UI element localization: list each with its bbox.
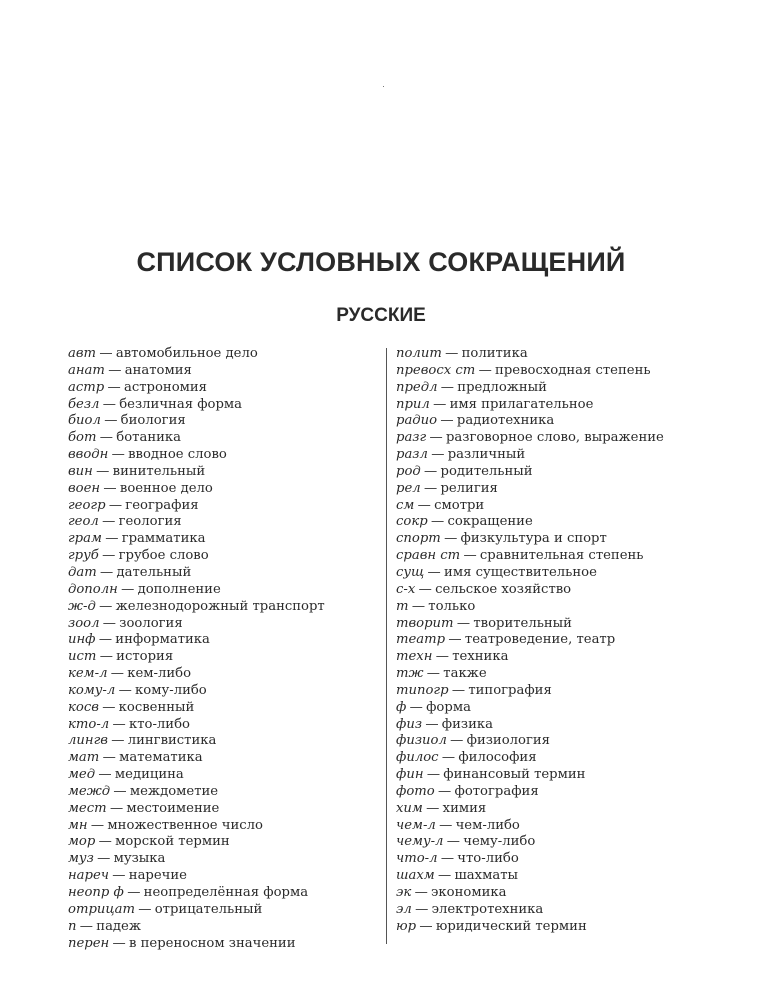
abbreviation-entry: [68, 632, 325, 649]
abbreviation-entry: [68, 683, 325, 700]
abbreviation-meaning: математика: [119, 750, 203, 766]
abbreviation-meaning: предложный: [457, 379, 547, 395]
abbreviation-entry: [68, 700, 325, 717]
abbreviation-term: шахм: [396, 868, 435, 884]
abbreviation-term: филос: [396, 750, 439, 766]
abbreviation-entry: [68, 599, 325, 616]
entry-dash: —: [431, 447, 445, 463]
abbreviation-term: прил: [396, 396, 430, 412]
abbreviation-term: вводн: [68, 447, 109, 463]
abbreviation-entry: [396, 413, 664, 430]
entry-dash: —: [138, 901, 152, 917]
abbreviation-term: лингв: [68, 733, 108, 749]
abbreviation-entry: [68, 430, 325, 447]
abbreviation-entry: [68, 919, 325, 936]
entry-dash: —: [448, 632, 462, 648]
abbreviation-meaning: неопределённая форма: [143, 885, 309, 900]
abbreviation-meaning: анатомия: [124, 362, 192, 378]
abbreviation-meaning: кем-либо: [127, 666, 192, 682]
abbreviation-meaning: винительный: [112, 463, 206, 479]
entry-dash: —: [427, 564, 441, 580]
abbreviation-entry: [68, 936, 325, 953]
entry-dash: —: [111, 733, 125, 749]
abbreviation-meaning: география: [125, 497, 199, 513]
entry-dash: —: [112, 935, 126, 951]
abbreviation-meaning: дополнение: [137, 581, 221, 597]
entry-dash: —: [79, 918, 93, 934]
abbreviation-term: косв: [68, 699, 99, 715]
abbreviation-meaning: отрицательный: [154, 901, 263, 917]
abbreviation-entry: [68, 548, 325, 565]
page-title: СПИСОК УСЛОВНЫХ СОКРАЩЕНИЙ: [136, 247, 626, 277]
abbreviation-meaning: экономика: [431, 885, 507, 900]
abbreviation-list-left: [68, 346, 325, 952]
abbreviation-meaning: вводное слово: [128, 447, 227, 463]
abbreviation-term: воен: [68, 480, 101, 496]
abbreviation-entry: [68, 447, 325, 464]
abbreviation-term: ист: [68, 649, 97, 665]
entry-dash: —: [424, 463, 438, 479]
abbreviation-entry: [396, 868, 664, 885]
abbreviation-meaning: кто-либо: [128, 716, 190, 732]
abbreviation-meaning: техника: [452, 649, 509, 665]
entry-dash: —: [478, 362, 492, 378]
abbreviation-entry: [68, 834, 325, 851]
abbreviation-term: что-л: [396, 851, 438, 867]
abbreviation-entry: [68, 717, 325, 734]
abbreviation-entry: [396, 397, 664, 414]
entry-dash: —: [113, 783, 127, 799]
abbreviation-entry: [396, 464, 664, 481]
entry-dash: —: [426, 767, 440, 783]
abbreviation-meaning: грамматика: [121, 531, 206, 547]
abbreviation-meaning: фотография: [454, 783, 539, 799]
abbreviation-list-right: [396, 346, 664, 936]
abbreviation-term: юр: [396, 918, 417, 934]
abbreviation-entry: [68, 868, 325, 885]
abbreviation-meaning: также: [443, 666, 487, 682]
abbreviation-entry: [68, 464, 325, 481]
abbreviation-term: дат: [68, 564, 97, 580]
entry-dash: —: [430, 514, 445, 530]
abbreviation-entry: [396, 548, 664, 565]
entry-dash: —: [112, 868, 126, 884]
abbreviation-meaning: железнодорожный транспорт: [115, 598, 325, 614]
entry-dash: —: [441, 750, 456, 766]
abbreviation-entry: [68, 531, 325, 548]
entry-dash: —: [99, 649, 113, 665]
abbreviation-term: ж-д: [68, 598, 96, 614]
abbreviation-term: разл: [396, 447, 428, 463]
abbreviation-term: разг: [396, 430, 427, 446]
entry-dash: —: [417, 497, 431, 513]
entry-dash: —: [418, 581, 432, 597]
abbreviation-meaning: местоимение: [126, 800, 220, 816]
abbreviation-term: бот: [68, 430, 97, 446]
abbreviation-entry: [396, 346, 664, 363]
entry-dash: —: [110, 666, 124, 682]
abbreviation-meaning: морской термин: [115, 834, 230, 850]
abbreviation-entry: [396, 767, 664, 784]
entry-dash: —: [102, 699, 116, 715]
abbreviation-term: радио: [396, 413, 438, 429]
entry-dash: —: [445, 346, 459, 361]
abbreviation-meaning: шахматы: [454, 868, 518, 884]
entry-dash: —: [107, 379, 121, 395]
entry-dash: —: [98, 767, 112, 783]
abbreviation-term: кто-л: [68, 716, 110, 732]
abbreviation-meaning: политика: [461, 346, 528, 361]
entry-dash: —: [112, 716, 126, 732]
abbreviation-meaning: чему-либо: [463, 834, 536, 850]
abbreviation-entry: [396, 902, 664, 919]
abbreviation-entry: [68, 666, 325, 683]
abbreviation-term: кем-л: [68, 666, 108, 682]
abbreviation-term: дополн: [68, 581, 118, 597]
abbreviation-meaning: родительный: [440, 463, 533, 479]
abbreviation-meaning: чем-либо: [455, 817, 520, 833]
abbreviation-entry: [68, 616, 325, 633]
entry-dash: —: [425, 716, 439, 732]
abbreviation-term: театр: [396, 632, 446, 648]
abbreviation-meaning: история: [116, 649, 174, 665]
abbreviation-meaning: косвенный: [118, 699, 195, 715]
abbreviation-term: муз: [68, 851, 94, 867]
abbreviation-entry: [396, 447, 664, 464]
abbreviation-meaning: сельское хозяйство: [435, 581, 572, 597]
entry-dash: —: [411, 598, 425, 614]
abbreviation-entry: [68, 885, 325, 902]
abbreviation-term: превосх ст: [396, 362, 476, 378]
entry-dash: —: [103, 480, 117, 496]
entry-dash: —: [435, 649, 449, 665]
abbreviation-entry: [68, 649, 325, 666]
entry-dash: —: [108, 362, 122, 378]
abbreviation-entry: [68, 801, 325, 818]
abbreviation-term: тж: [396, 666, 424, 682]
abbreviation-entry: [68, 346, 325, 363]
abbreviation-term: рел: [396, 480, 421, 496]
abbreviation-term: безл: [68, 396, 100, 412]
entry-dash: —: [118, 682, 132, 698]
abbreviation-term: см: [396, 497, 415, 513]
abbreviation-term: астр: [68, 379, 105, 395]
entry-dash: —: [102, 615, 116, 631]
entry-dash: —: [99, 346, 113, 361]
abbreviation-term: нареч: [68, 868, 109, 884]
abbreviation-term: инф: [68, 632, 96, 648]
abbreviation-term: чему-л: [396, 834, 444, 850]
abbreviation-entry: [396, 851, 664, 868]
abbreviation-entry: [396, 430, 664, 447]
abbreviation-meaning: физкультура и спорт: [460, 531, 607, 547]
entry-dash: —: [414, 885, 428, 900]
section-heading: РУССКИЕ: [336, 305, 426, 326]
abbreviation-entry: [68, 582, 325, 599]
abbreviation-entry: [396, 531, 664, 548]
entry-dash: —: [438, 868, 452, 884]
entry-dash: —: [102, 514, 116, 530]
abbreviation-entry: [68, 565, 325, 582]
abbreviation-meaning: финансовый термин: [443, 767, 586, 783]
entry-dash: —: [444, 531, 458, 547]
entry-dash: —: [415, 901, 429, 917]
abbreviation-term: предл: [396, 379, 438, 395]
abbreviation-entry: [396, 885, 664, 902]
abbreviation-term: анат: [68, 362, 105, 378]
abbreviation-term: сравн ст: [396, 548, 461, 564]
abbreviation-entry: [396, 599, 664, 616]
abbreviation-entry: [68, 498, 325, 515]
abbreviation-term: с-х: [396, 581, 416, 597]
abbreviation-meaning: информатика: [115, 632, 210, 648]
abbreviation-meaning: дательный: [116, 564, 192, 580]
entry-dash: —: [98, 834, 112, 850]
abbreviation-entry: [68, 481, 325, 498]
entry-dash: —: [429, 430, 443, 446]
abbreviation-entry: [68, 514, 325, 531]
abbreviation-meaning: имя прилагательное: [449, 396, 594, 412]
abbreviation-meaning: радиотехника: [456, 413, 555, 429]
entry-dash: —: [104, 413, 118, 429]
entry-dash: —: [102, 750, 116, 766]
abbreviation-entry: [396, 380, 664, 397]
abbreviation-meaning: ботаника: [116, 430, 182, 446]
abbreviation-meaning: медицина: [114, 767, 184, 783]
entry-dash: —: [97, 851, 111, 867]
entry-dash: —: [426, 666, 440, 682]
abbreviation-meaning: биология: [120, 413, 186, 429]
entry-dash: —: [121, 581, 135, 597]
column-divider: [386, 348, 387, 944]
abbreviation-meaning: зоология: [119, 615, 183, 631]
entry-dash: —: [440, 413, 454, 429]
abbreviation-meaning: превосходная степень: [495, 362, 651, 378]
abbreviation-term: творит: [396, 615, 454, 631]
entry-dash: —: [409, 699, 423, 715]
abbreviation-entry: [396, 498, 664, 515]
abbreviation-term: грам: [68, 531, 102, 547]
abbreviation-entry: [396, 649, 664, 666]
abbreviation-meaning: имя существительное: [444, 564, 597, 580]
abbreviation-entry: [396, 700, 664, 717]
abbreviation-meaning: что-либо: [457, 851, 519, 867]
abbreviation-term: ф: [396, 699, 407, 715]
abbreviation-entry: [68, 733, 325, 750]
abbreviation-term: груб: [68, 548, 99, 564]
abbreviation-term: хим: [396, 800, 423, 816]
entry-dash: —: [438, 783, 452, 799]
abbreviation-entry: [68, 413, 325, 430]
entry-dash: —: [419, 918, 433, 934]
abbreviation-meaning: сокращение: [447, 514, 533, 530]
abbreviation-entry: [396, 514, 664, 531]
abbreviation-term: техн: [396, 649, 433, 665]
abbreviation-meaning: автомобильное дело: [115, 346, 258, 361]
abbreviation-term: спорт: [396, 531, 441, 547]
abbreviation-meaning: множественное число: [107, 817, 263, 833]
entry-dash: —: [440, 851, 454, 867]
abbreviation-entry: [396, 481, 664, 498]
abbreviation-term: фото: [396, 783, 435, 799]
abbreviation-term: мат: [68, 750, 100, 766]
abbreviation-term: геол: [68, 514, 99, 530]
abbreviation-term: чем-л: [396, 817, 436, 833]
abbreviation-term: эл: [396, 901, 412, 917]
abbreviation-meaning: кому-либо: [135, 682, 207, 698]
abbreviation-term: неопр ф: [68, 885, 124, 900]
abbreviation-entry: [396, 717, 664, 734]
entry-dash: —: [446, 834, 460, 850]
abbreviation-term: сущ: [396, 564, 425, 580]
abbreviation-term: перен: [68, 935, 110, 951]
abbreviation-meaning: творительный: [473, 615, 572, 631]
abbreviation-term: отрицат: [68, 901, 135, 917]
entry-dash: —: [102, 548, 116, 564]
abbreviation-term: физиол: [396, 733, 447, 749]
entry-dash: —: [127, 885, 141, 900]
abbreviation-meaning: грубое слово: [118, 548, 209, 564]
abbreviation-term: вин: [68, 463, 93, 479]
entry-dash: —: [100, 564, 114, 580]
abbreviation-term: эк: [396, 885, 412, 900]
abbreviation-meaning: разговорное слово, выражение: [445, 430, 664, 446]
abbreviation-term: род: [396, 463, 421, 479]
entry-dash: —: [109, 800, 124, 816]
entry-dash: —: [99, 598, 113, 614]
abbreviation-meaning: театроведение, театр: [464, 632, 616, 648]
abbreviation-meaning: военное дело: [119, 480, 213, 496]
abbreviation-term: типогр: [396, 682, 449, 698]
abbreviation-entry: [68, 363, 325, 380]
abbreviation-entry: [68, 851, 325, 868]
abbreviation-entry: [68, 902, 325, 919]
entry-dash: —: [98, 632, 112, 648]
abbreviation-term: авт: [68, 346, 97, 361]
entry-dash: —: [426, 800, 440, 816]
entry-dash: —: [439, 817, 453, 833]
entry-dash: —: [451, 682, 466, 698]
abbreviation-term: п: [68, 918, 77, 934]
abbreviation-entry: [396, 801, 664, 818]
abbreviation-term: полит: [396, 346, 442, 361]
entry-dash: —: [105, 531, 119, 547]
abbreviation-meaning: юридический термин: [435, 918, 587, 934]
entry-dash: —: [96, 463, 110, 479]
abbreviation-entry: [396, 666, 664, 683]
abbreviation-term: биол: [68, 413, 101, 429]
abbreviation-entry: [396, 919, 664, 936]
abbreviation-term: мест: [68, 800, 107, 816]
abbreviation-entry: [396, 733, 664, 750]
abbreviation-entry: [396, 632, 664, 649]
entry-dash: —: [90, 817, 105, 833]
entry-dash: —: [423, 480, 438, 496]
abbreviation-term: физ: [396, 716, 423, 732]
abbreviation-term: мор: [68, 834, 96, 850]
abbreviation-meaning: религия: [440, 480, 498, 496]
abbreviation-meaning: различный: [447, 447, 526, 463]
abbreviation-meaning: философия: [458, 750, 537, 766]
abbreviation-meaning: наречие: [128, 868, 187, 884]
abbreviation-meaning: химия: [442, 800, 487, 816]
abbreviation-term: т: [396, 598, 409, 614]
abbreviation-entry: [68, 767, 325, 784]
abbreviation-entry: [396, 565, 664, 582]
abbreviation-term: мед: [68, 767, 96, 783]
abbreviation-meaning: в переносном значении: [129, 935, 296, 951]
abbreviation-meaning: безличная форма: [119, 396, 243, 412]
entry-dash: —: [456, 615, 471, 631]
page-speck: [383, 86, 384, 87]
abbreviation-entry: [396, 818, 664, 835]
entry-dash: —: [440, 379, 454, 395]
abbreviation-term: мн: [68, 817, 88, 833]
abbreviation-term: сокр: [396, 514, 428, 530]
abbreviation-entry: [396, 834, 664, 851]
abbreviation-entry: [68, 397, 325, 414]
abbreviation-entry: [396, 616, 664, 633]
abbreviation-entry: [68, 784, 325, 801]
abbreviation-entry: [396, 582, 664, 599]
entry-dash: —: [450, 733, 464, 749]
entry-dash: —: [463, 548, 477, 564]
abbreviation-meaning: только: [428, 598, 476, 614]
abbreviation-meaning: форма: [426, 699, 471, 715]
abbreviation-term: фин: [396, 767, 424, 783]
abbreviation-entry: [68, 750, 325, 767]
abbreviation-meaning: лингвистика: [127, 733, 217, 749]
abbreviation-entry: [396, 750, 664, 767]
abbreviation-meaning: типография: [468, 682, 552, 698]
abbreviation-entry: [396, 683, 664, 700]
abbreviation-meaning: электротехника: [431, 901, 544, 917]
abbreviation-term: межд: [68, 783, 111, 799]
abbreviation-meaning: физика: [441, 716, 493, 732]
abbreviation-term: кому-л: [68, 682, 116, 698]
abbreviation-meaning: геология: [118, 514, 182, 530]
entry-dash: —: [108, 497, 122, 513]
abbreviation-meaning: астрономия: [123, 379, 208, 395]
abbreviation-meaning: падеж: [96, 918, 141, 934]
entry-dash: —: [102, 396, 116, 412]
abbreviation-entry: [396, 784, 664, 801]
abbreviation-entry: [68, 380, 325, 397]
entry-dash: —: [433, 396, 447, 412]
entry-dash: —: [111, 447, 125, 463]
abbreviation-meaning: смотри: [434, 497, 485, 513]
abbreviation-term: геогр: [68, 497, 106, 513]
abbreviation-meaning: физиология: [466, 733, 550, 749]
abbreviation-entry: [68, 818, 325, 835]
abbreviation-term: зоол: [68, 615, 100, 631]
abbreviation-meaning: междометие: [129, 783, 219, 799]
entry-dash: —: [99, 430, 113, 446]
abbreviation-meaning: сравнительная степень: [479, 548, 644, 564]
abbreviation-meaning: музыка: [113, 851, 166, 867]
abbreviation-entry: [396, 363, 664, 380]
